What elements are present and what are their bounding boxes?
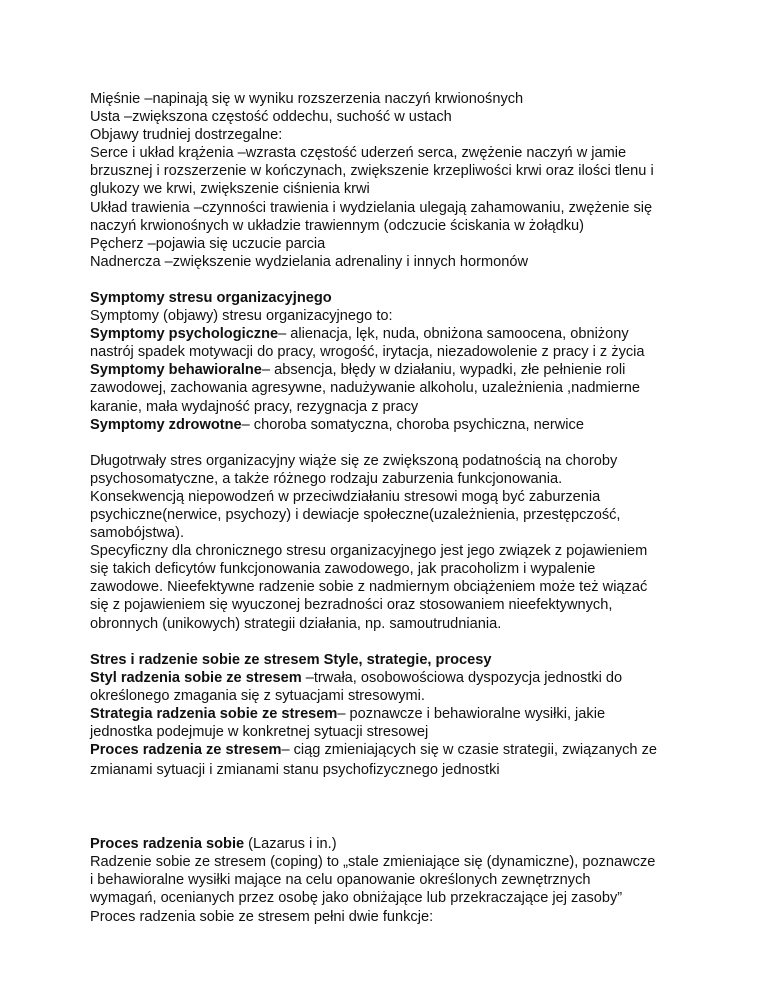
term-health: Symptomy zdrowotne bbox=[90, 416, 242, 433]
term-behavioral: Symptomy behawioralne bbox=[90, 362, 262, 379]
text-line: samobójstwa). bbox=[90, 525, 185, 542]
text-line: wymagań, ocenianych przez osobę jako obniżające lub przekraczające jej zasoby” bbox=[90, 890, 623, 907]
text-line: się takich deficytów funkcjonowania zawodowego, jak pracoholizm i wypalenie bbox=[90, 561, 596, 578]
definition-text: – poznawcze i behawioralne wysiłki, jakie bbox=[337, 705, 606, 722]
heading-bold-part: Proces radzenia sobie bbox=[90, 836, 245, 853]
text-line: naczyń krwionośnych w układzie trawiennym (odczucie ściskania w żołądku) bbox=[90, 217, 584, 234]
spacer bbox=[90, 271, 690, 289]
coping-process bbox=[90, 741, 690, 759]
spacer bbox=[90, 781, 690, 835]
coping-style bbox=[90, 669, 690, 687]
spacer bbox=[90, 434, 690, 452]
text-line: Nadnercza –zwiększenie wydzielania adrenaliny i innych hormonów bbox=[90, 253, 529, 270]
text-line: Proces radzenia sobie ze stresem pełni dwie funkcje: bbox=[90, 908, 434, 925]
term-psychological: Symptomy psychologiczne bbox=[90, 326, 279, 343]
text-line: Pęcherz –pojawia się uczucie parcia bbox=[90, 235, 326, 252]
text-line: psychiczne(nerwice, psychozy) i dewiacje społeczne(uzależnienia, przestępczość, bbox=[90, 506, 621, 523]
heading-citation: (Lazarus i in.) bbox=[244, 836, 337, 853]
text-line: zawodowe. Nieefektywne radzenie sobie z nadmiernym obciążeniem może też wiązać bbox=[90, 579, 648, 596]
text-line: Serce i układ krążenia –wzrasta częstość uderzeń serca, zwężenie naczyń w jamie bbox=[90, 145, 627, 162]
spacer bbox=[90, 633, 690, 651]
coping-strategy bbox=[90, 705, 690, 723]
text-line: glukozy we krwi, zwiększenie ciśnienia krwi bbox=[90, 181, 370, 198]
text-line: zawodowej, zachowania agresywne, nadużywanie alkoholu, uzależnienia ,nadmierne bbox=[90, 380, 641, 397]
text-line: brzusznej i rozszerzenie w kończynach, zwiększenie krzepliwości krwi oraz ilości tlenu i bbox=[90, 163, 654, 180]
text-line: określonego zmagania się z sytuacjami stresowymi. bbox=[90, 687, 425, 704]
definition-text: – alienacja, lęk, nuda, obniżona samoocena, obniżony bbox=[278, 326, 629, 343]
symptom-health bbox=[90, 416, 690, 434]
definition-text: – absencja, błędy w działaniu, wypadki, złe pełnienie roli bbox=[261, 362, 626, 379]
text-line: zmianami sytuacji i zmianami stanu psychofizycznego jednostki bbox=[90, 762, 500, 779]
text-line: Usta –zwiększona częstość oddechu, suchość w ustach bbox=[90, 109, 452, 126]
document-page bbox=[90, 90, 690, 926]
text-line: karanie, mała wydajność pracy, rezygnacja z pracy bbox=[90, 398, 419, 415]
definition-text: –trwała, osobowościowa dyspozycja jednostki do bbox=[301, 669, 623, 686]
text-line: Konsekwencją niepowodzeń w przeciwdziałaniu stresowi mogą być zaburzenia bbox=[90, 488, 601, 505]
text-line: psychosomatyczne, a także różnego rodzaju zaburzenia funkcjonowania. bbox=[90, 470, 563, 487]
symptom-psychological bbox=[90, 325, 690, 343]
text-line: Mięśnie –napinają się w wyniku rozszerzenia naczyń krwionośnych bbox=[90, 91, 524, 107]
text-line: Symptomy (objawy) stresu organizacyjnego to: bbox=[90, 308, 393, 325]
text-line: Układ trawienia –czynności trawienia i wydzielania ulegają zahamowaniu, zwężenie się bbox=[90, 199, 653, 216]
text-line: nastrój spadek motywacji do pracy, wrogość, irytacja, niezadowolenie z pracy i z życia bbox=[90, 344, 645, 361]
term-process: Proces radzenia ze stresem bbox=[90, 742, 282, 759]
term-strategy: Strategia radzenia sobie ze stresem bbox=[90, 705, 338, 722]
text-line: i behawioralne wysiłki mające na celu opanowanie określonych zewnętrznych bbox=[90, 872, 591, 889]
text-line: się z pojawieniem się wyuczonej bezradności oraz stosowaniem nieefektywnych, bbox=[90, 597, 613, 614]
text-line: Długotrwały stres organizacyjny wiąże się ze zwiększoną podatnością na choroby bbox=[90, 452, 618, 469]
text-line: Objawy trudniej dostrzegalne: bbox=[90, 127, 283, 144]
term-style: Styl radzenia sobie ze stresem bbox=[90, 669, 302, 686]
text-line: Specyficzny dla chronicznego stresu organizacyjnego jest jego związek z pojawieniem bbox=[90, 543, 648, 560]
section-heading-coping: Stres i radzenie sobie ze stresem Style, strategie, procesy bbox=[90, 651, 492, 668]
symptom-behavioral bbox=[90, 361, 690, 379]
section-heading-symptoms: Symptomy stresu organizacyjnego bbox=[90, 289, 332, 306]
text-line: Radzenie sobie ze stresem (coping) to „stale zmieniające się (dynamiczne), poznawcze bbox=[90, 854, 656, 871]
text-line: jednostka podejmuje w konkretnej sytuacji stresowej bbox=[90, 724, 429, 740]
text-line: obronnych (unikowych) strategii działania, np. samoutrudniania. bbox=[90, 615, 502, 632]
definition-text: – choroba somatyczna, choroba psychiczna, nerwice bbox=[241, 416, 584, 433]
section-heading-process bbox=[90, 835, 690, 853]
definition-text: – ciąg zmieniających się w czasie strategii, związanych ze bbox=[281, 742, 657, 759]
